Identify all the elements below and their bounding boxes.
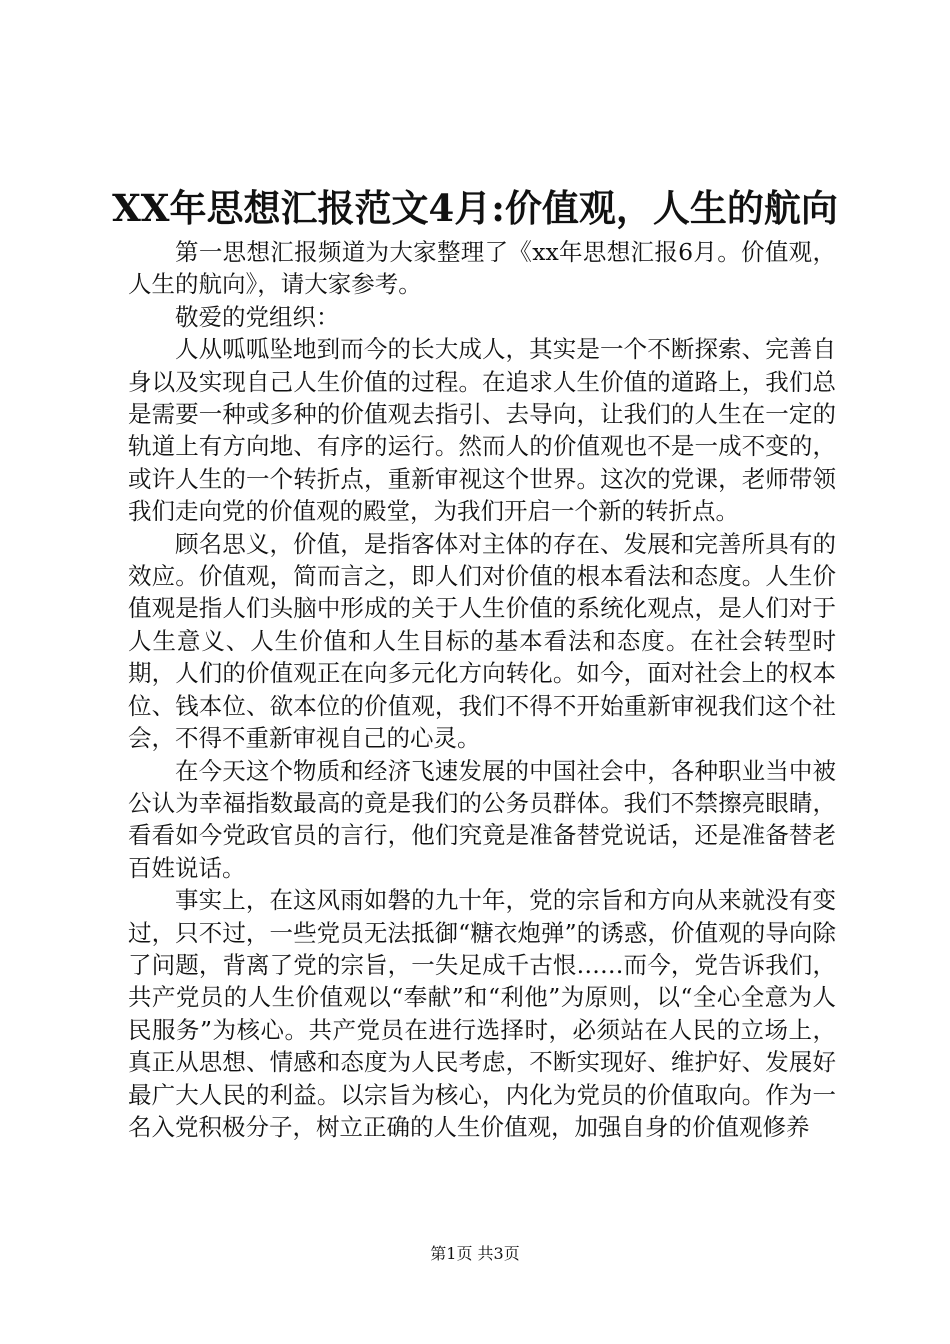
page-number-footer: 第1页 共3页 — [430, 1244, 520, 1263]
paragraph-intro: 第一思想汇报频道为大家整理了《xx年思想汇报6月。价值观，人生的航向》，请大家参考。 — [128, 238, 836, 299]
paragraph-4: 事实上，在这风雨如磐的九十年，党的宗旨和方向从来就没有变过，只不过，一些党员无法抵御“糖衣炮弹”的诱惑，价值观的导向除了问题，背离了党的宗旨，一失足成千古恨……而今，党告诉我们，共产党员的人生价值观以“奉献”和“利他”为原则，以“全心全意为人民服务”为核心。共产党员在进行选择时，必须站在人民的立场上，真正从思想、情感和态度为人民考虑，不断实现好、维护好、发展好最广大人民的利益。以宗旨为核心，内化为党员的价值取向。作为一名入党积极分子，树立正确的人生价值观，加强自身的价值观修养 — [128, 886, 836, 1141]
document-body — [128, 236, 836, 1143]
document-title: XX年思想汇报范文4月:价值观，人生的航向 — [112, 186, 838, 230]
paragraph-2: 顾名思义，价值，是指客体对主体的存在、发展和完善所具有的效应。价值观，简而言之，即人们对价值的根本看法和态度。人生价值观是指人们头脑中形成的关于人生价值的系统化观点，是人们对于人生意义、人生价值和人生目标的基本看法和态度。在社会转型时期，人们的价值观正在向多元化方向转化。如今，面对社会上的权本位、钱本位、欲本位的价值观，我们不得不开始重新审视我们这个社会，不得不重新审视自己的心灵。 — [128, 529, 836, 753]
paragraph-salutation: 敬爱的党组织： — [175, 302, 340, 331]
paragraph-3: 在今天这个物质和经济飞速发展的中国社会中，各种职业当中被公认为幸福指数最高的竟是我们的公务员群体。我们不禁擦亮眼睛，看看如今党政官员的言行，他们究竟是准备替党说话，还是准备替老百姓说话。 — [128, 756, 836, 882]
paragraph-1: 人从呱呱坠地到而今的长大成人，其实是一个不断探索、完善自身以及实现自己人生价值的过程。在追求人生价值的道路上，我们总是需要一种或多种的价值观去指引、去导向，让我们的人生在一定的轨道上有方向地、有序的运行。然而人的价值观也不是一成不变的，或许人生的一个转折点，重新审视这个世界。这次的党课，老师带领我们走向党的价值观的殿堂，为我们开启一个新的转折点。 — [128, 335, 836, 526]
